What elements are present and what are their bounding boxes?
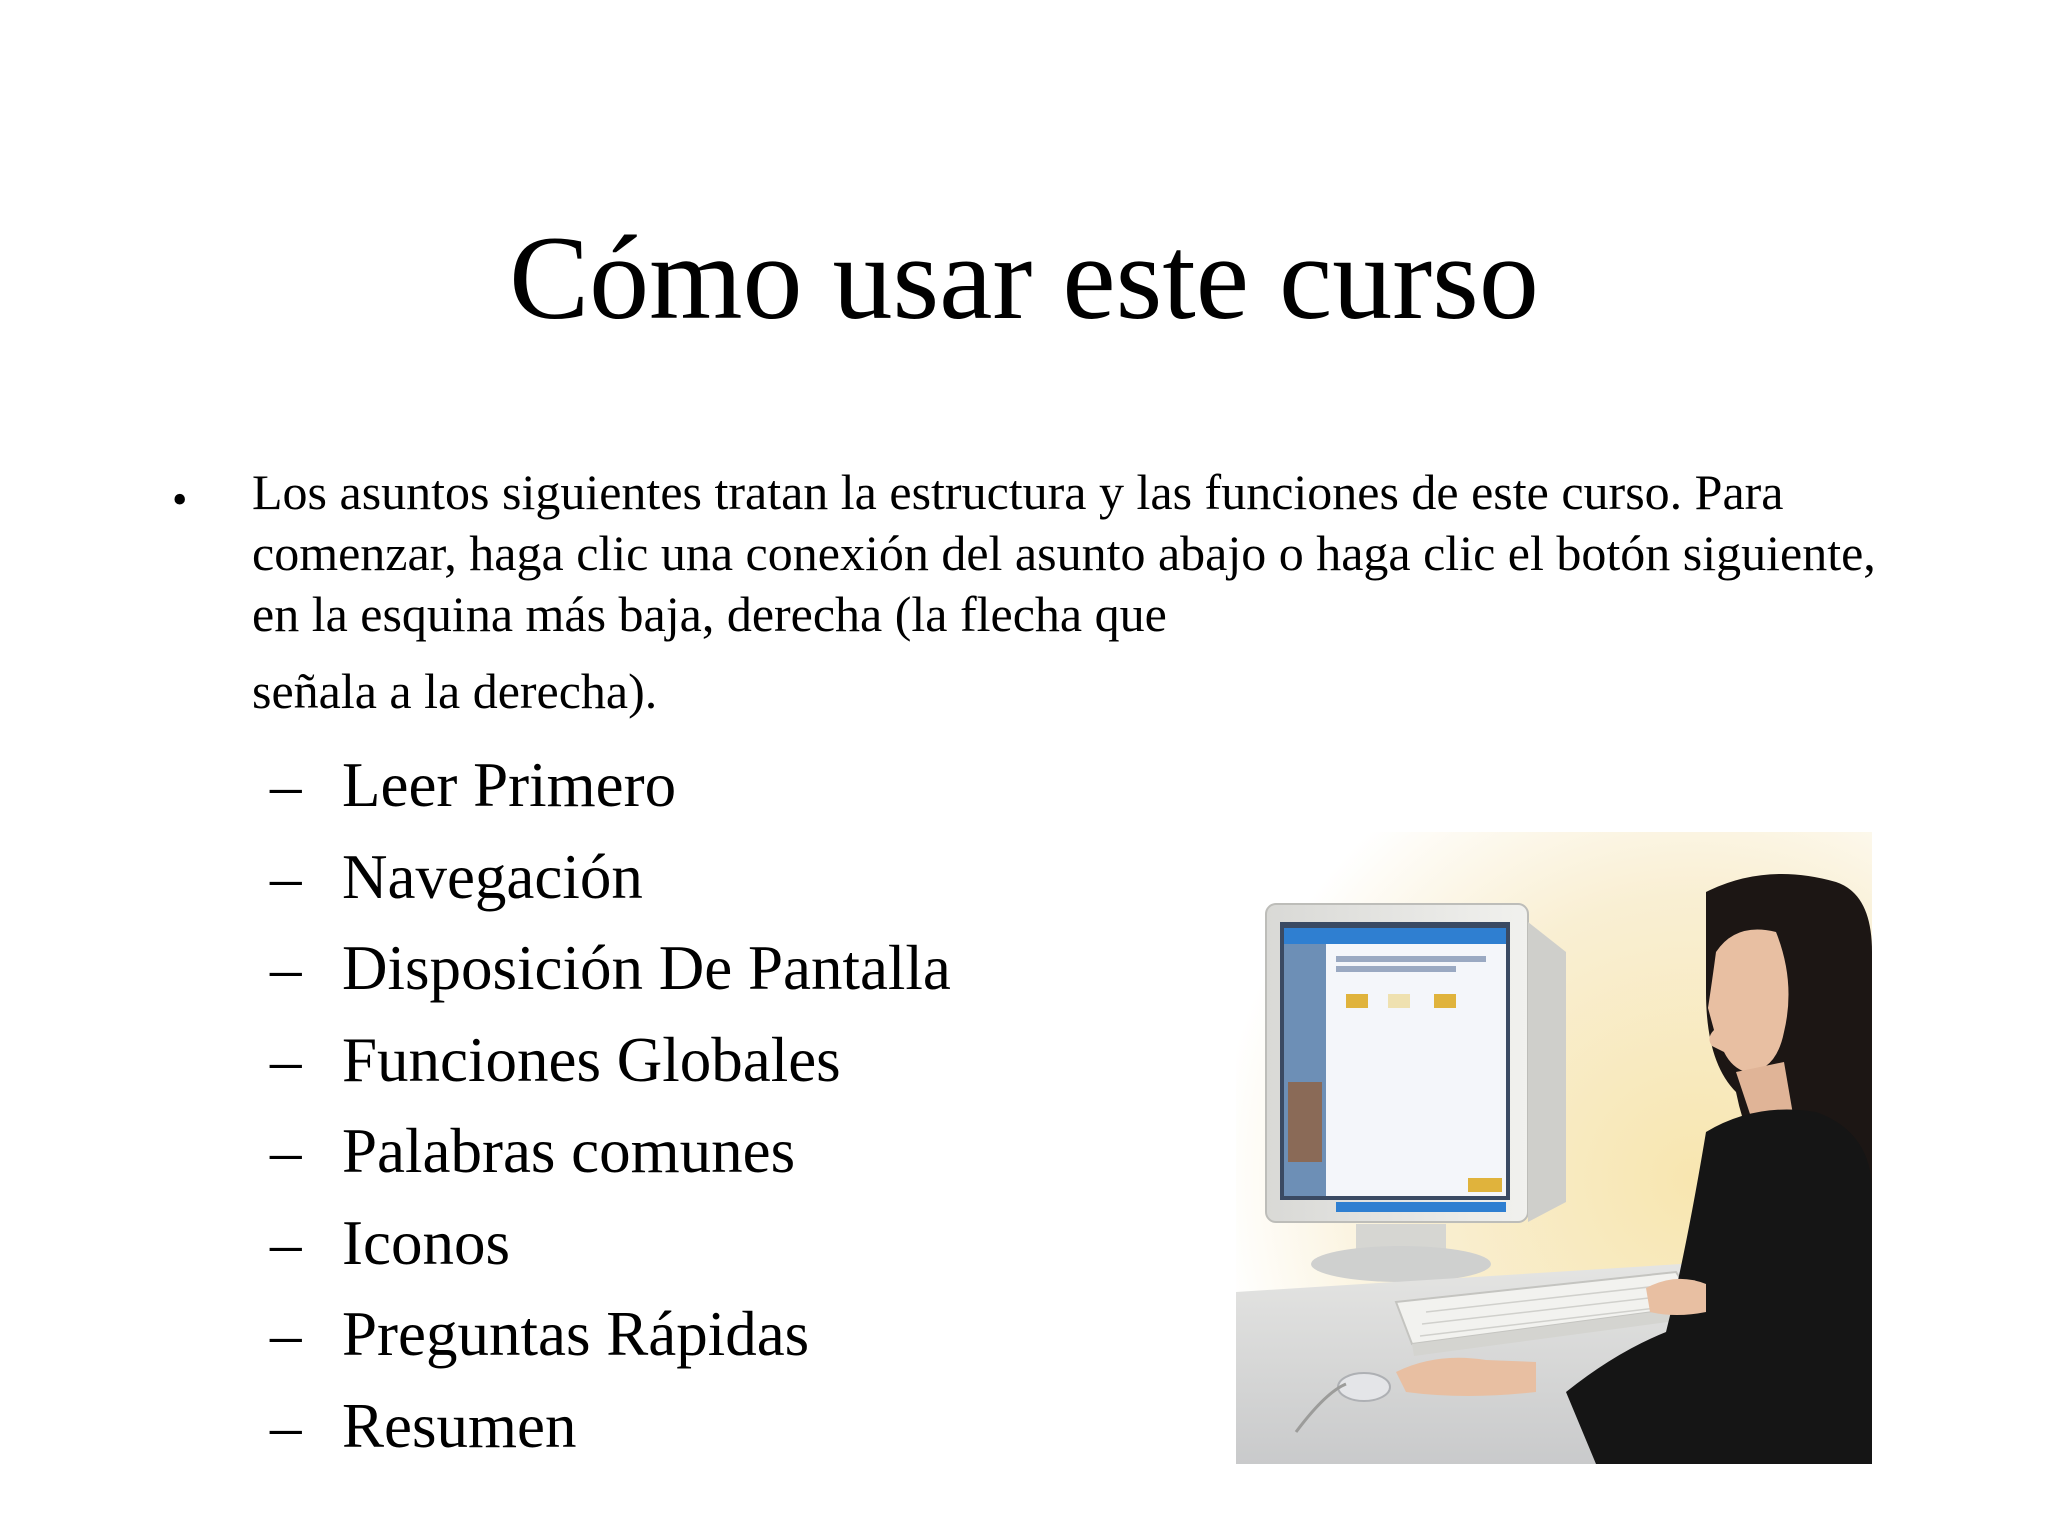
woman-at-computer-photo	[1236, 832, 1872, 1464]
intro-paragraph	[252, 462, 1912, 722]
dash-marker: –	[270, 933, 302, 1003]
topic-item-resumen	[270, 1381, 951, 1473]
dash-marker: –	[270, 1024, 302, 1095]
dash-marker: –	[270, 1299, 302, 1369]
topic-label: Resumen	[342, 1390, 577, 1461]
topic-label: Funciones Globales	[342, 1024, 841, 1095]
topic-label: Leer Primero	[342, 750, 677, 820]
left-hand	[1646, 1279, 1706, 1315]
topic-list	[270, 740, 951, 1472]
topic-label: Navegación	[342, 841, 643, 912]
topic-item-palabras-comunes	[270, 1106, 951, 1198]
topic-item-funciones-globales	[270, 1015, 951, 1107]
dash-marker: –	[270, 841, 302, 912]
topic-label: Preguntas Rápidas	[342, 1299, 810, 1369]
dash-marker: –	[270, 1116, 302, 1186]
topic-item-leer-primero	[270, 740, 951, 832]
topic-label: Iconos	[342, 1207, 510, 1278]
dash-marker: –	[270, 1207, 302, 1278]
topic-item-disposicion	[270, 923, 951, 1015]
bullet-marker: •	[172, 475, 188, 524]
dash-marker: –	[270, 1390, 302, 1461]
dash-marker: –	[270, 750, 302, 820]
slide-title: Cómo usar este curso	[509, 211, 1539, 344]
topic-item-navegacion	[270, 832, 951, 924]
topic-label: Disposición De Pantalla	[342, 933, 951, 1003]
topic-item-preguntas-rapidas	[270, 1289, 951, 1381]
topic-item-iconos	[270, 1198, 951, 1290]
intro-text: Los asuntos siguientes tratan la estructura y las funciones de este curso. Para comenzar, haga clic una conexión del asunto abajo o haga clic el botón siguiente, en la esquina más baja, derecha (la flecha que	[252, 464, 1876, 642]
intro-text-last-line: señala a la derecha).	[252, 663, 658, 719]
topic-label: Palabras comunes	[342, 1116, 796, 1186]
